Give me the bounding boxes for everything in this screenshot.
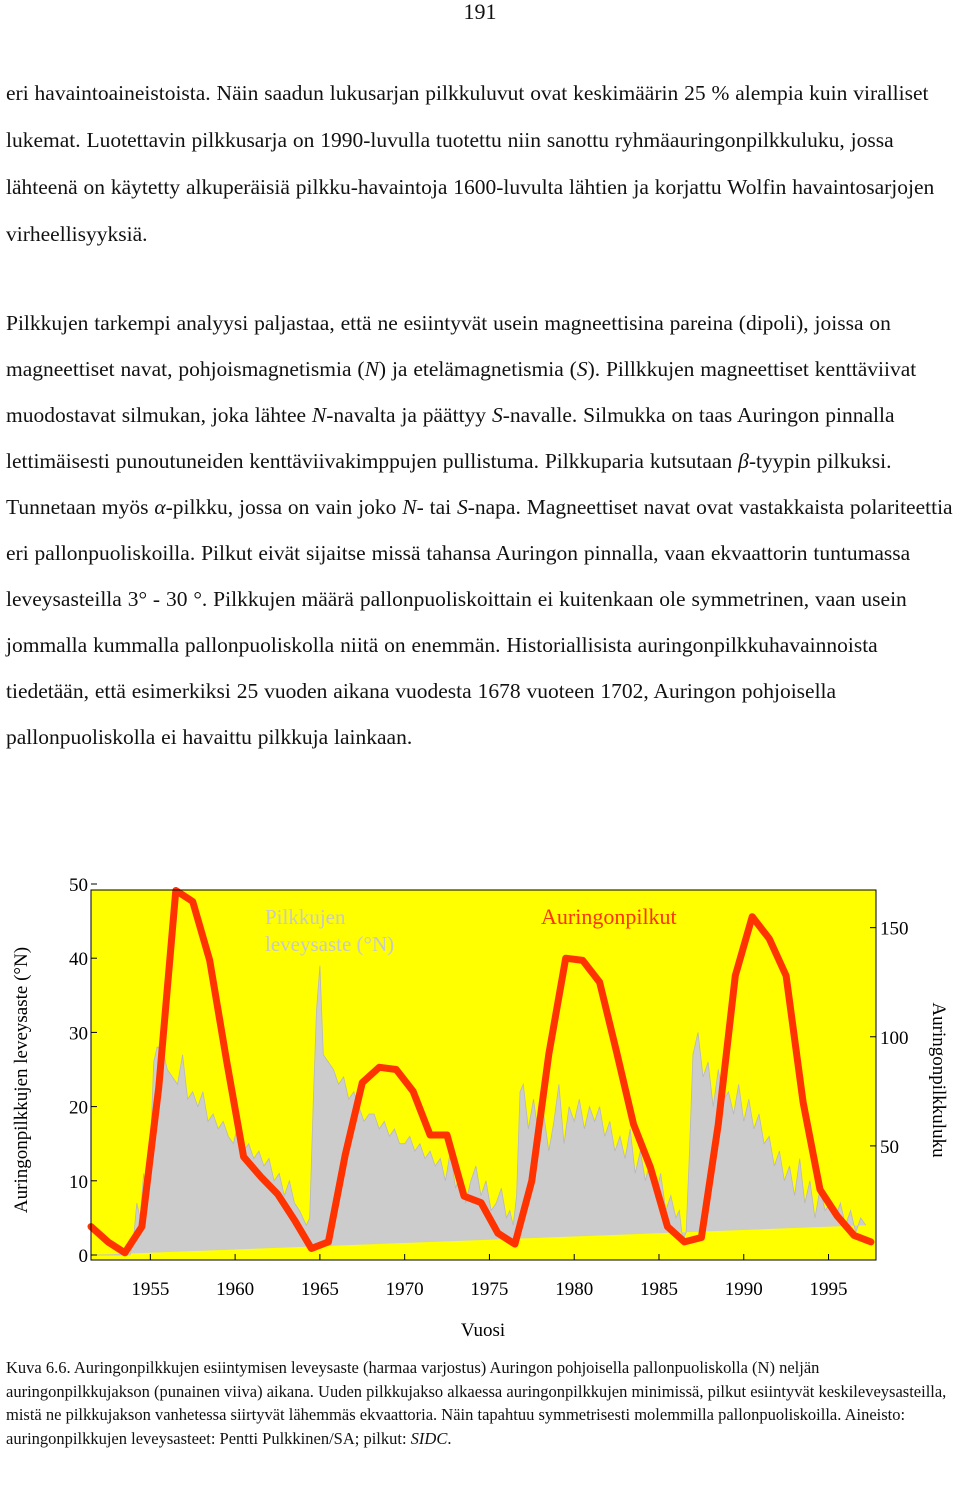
- y-left-tick-label: 20: [69, 1097, 88, 1119]
- x-tick-label: 1990: [724, 1279, 763, 1300]
- figure-caption: [6, 1356, 951, 1450]
- caption-text: Kuva 6.6. Auringonpilkkujen esiintymisen leveysaste (harmaa varjostus) Auringon pohjoisella pallonpuoliskolla (N) neljän auringonpilkkujakson (punainen viiva) aikana. Uuden pilkkujakso alkaessa auringonpilkkujen minimissä, pilkut esiintyvät keskileveysasteilla, mistä ne pilkkujakson vanhetessa siirtyvät lähemmäs ekvaattoria. Näin tapahtuu symmetrisesti molemmilla pallonpuoliskoilla. Aineisto: auringonpilkkujen leveysasteet: Pentti Pulkkinen/SA; pilkut:: [6, 1358, 947, 1448]
- symbol-alpha: α: [154, 495, 166, 519]
- latitude-sunspot-chart: [0, 860, 960, 1350]
- y-right-tick-label: 100: [880, 1027, 909, 1049]
- x-tick-label: 1980: [555, 1279, 594, 1300]
- y-left-tick-label: 50: [69, 875, 88, 896]
- y-left-tick-label: 10: [69, 1171, 88, 1193]
- y-left-tick-label: 30: [69, 1023, 88, 1045]
- area-series-label-line2: leveysaste (°N): [265, 932, 395, 956]
- symbol-n: N: [402, 495, 417, 519]
- y-left-tick-label: 0: [78, 1246, 88, 1267]
- symbol-n: N: [311, 403, 327, 427]
- x-tick-label: 1955: [131, 1279, 170, 1300]
- symbol-s: S: [576, 357, 588, 381]
- caption-end: .: [447, 1428, 452, 1448]
- y-axis-left-label: Auringonpilkkujen leveysaste (°N): [11, 946, 32, 1214]
- symbol-n: N: [364, 357, 379, 381]
- x-axis-label: Vuosi: [460, 1320, 506, 1341]
- x-tick-label: 1970: [385, 1279, 424, 1300]
- para2-text: -navalle. Silmukka on taas Auringon pinnalla lettimäisesti punoutuneiden kenttäviivakimppujen pullistuma. Pilkkuparia kutsutaan: [6, 403, 895, 473]
- para2-text: - tai: [416, 495, 457, 519]
- x-tick-label: 1995: [809, 1279, 848, 1300]
- symbol-s: S: [456, 495, 468, 519]
- area-series-label-line1: Pilkkujen: [265, 905, 346, 929]
- symbol-s: S: [491, 403, 503, 427]
- y-axis-right-label: Auringonpilkkuluku: [928, 1002, 949, 1158]
- y-right-tick-label: 50: [880, 1136, 899, 1158]
- x-tick-label: 1965: [300, 1279, 339, 1300]
- para2-text: -pilkku, jossa on vain joko: [165, 495, 403, 519]
- para2-text: Pilkkujen tarkempi analyysi paljastaa, että ne esiintyvät usein magneettisina pareina (dipoli), joissa on magneettiset navat, pohjoismagnetismia (: [6, 311, 891, 381]
- line-series-label: Auringonpilkut: [541, 904, 677, 929]
- paragraph-2: [6, 300, 954, 760]
- para2-text: -navalta ja päättyy: [326, 403, 492, 427]
- page-number: 191: [463, 0, 497, 24]
- para2-text: ) ja etelämagnetismia (: [378, 357, 577, 381]
- x-tick-label: 1960: [216, 1279, 255, 1300]
- y-left-tick-label: 40: [69, 949, 88, 971]
- y-right-tick-label: 150: [880, 918, 909, 940]
- paragraph-1: eri havaintoaineistoista. Näin saadun lukusarjan pilkkuluvut ovat keskimäärin 25 % alempia kuin viralliset lukemat. Luotettavin pilkkusarja on 1990-luvulla tuotettu niin sanottu ryhmäauringonpilkkuluku, jossa lähteenä on käytetty alkuperäisiä pilkku-havaintoja 1600-luvulta lähtien ja korjattu Wolfin havaintosarjojen virheellisyyksiä.: [6, 81, 935, 246]
- caption-source: SIDC: [410, 1428, 448, 1448]
- x-tick-label: 1985: [639, 1279, 678, 1300]
- para2-text: -tyypin pilkuksi. Tunnetaan myös: [6, 449, 892, 519]
- x-tick-label: 1975: [470, 1279, 509, 1300]
- para2-text: ). Pillkkujen magneettiset kenttäviivat muodostavat silmukan, joka lähtee: [6, 357, 917, 427]
- symbol-beta: β: [738, 449, 749, 473]
- para2-text: -napa. Magneettiset navat ovat vastakkaista polariteettia eri pallonpuoliskoilla. Pilkut eivät sijaitse missä tahansa Auringon pinnalla, vaan ekvaattorin tuntumassa leveysasteilla 3° - 30 °. Pilkkujen määrä pallonpuoliskoittain ei kuitenkaan ole symmetrinen, vaan usein jommalla kummalla pallonpuoliskolla niitä on enemmän. Historiallisista auringonpilkkuhavainnoista tiedetään, että esimerkiksi 25 vuoden aikana vuodesta 1678 vuoteen 1702, Auringon pohjoisella pallonpuoliskolla ei havaittu pilkkuja lainkaan.: [6, 495, 953, 749]
